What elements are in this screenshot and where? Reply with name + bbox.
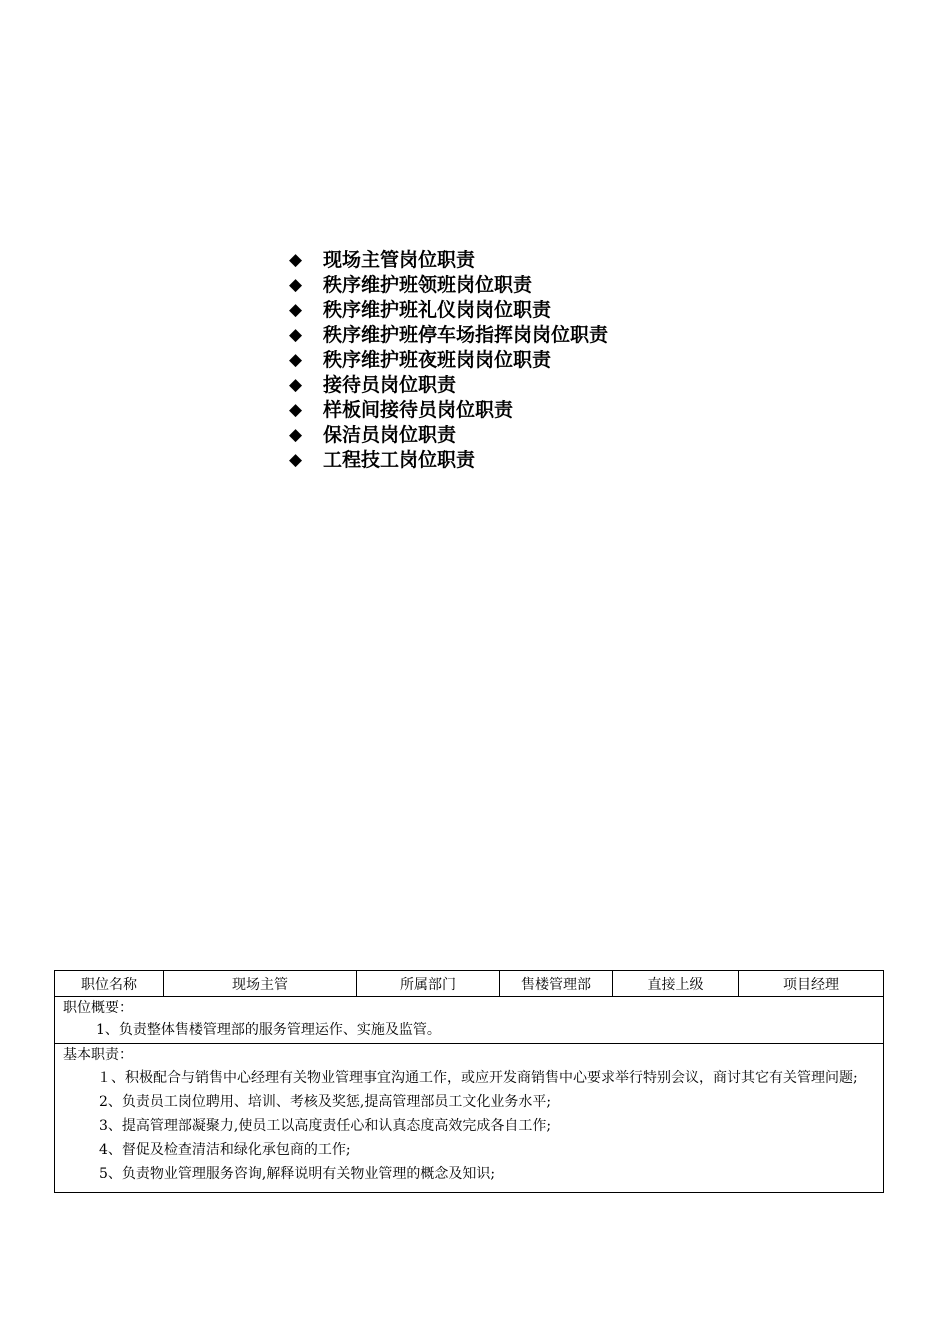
contents-item xyxy=(289,248,608,273)
duties-cell xyxy=(55,1044,884,1193)
header-row xyxy=(55,971,884,997)
diamond-bullet-icon: ◆ xyxy=(289,275,303,295)
contents-item-label: 秩序维护班停车场指挥岗岗位职责 xyxy=(323,324,609,346)
contents-item-label: 秩序维护班夜班岗岗位职责 xyxy=(323,349,552,371)
diamond-bullet-icon: ◆ xyxy=(289,250,303,270)
contents-item xyxy=(289,373,608,398)
contents-item xyxy=(289,448,608,473)
contents-item-label: 秩序维护班领班岗位职责 xyxy=(323,274,533,296)
diamond-bullet-icon: ◆ xyxy=(289,400,303,420)
contents-item-label: 接待员岗位职责 xyxy=(323,374,457,396)
duty-item: １、积极配合与销售中心经理有关物业管理事宜沟通工作，或应开发商销售中心要求举行特别会议，商讨其它有关管理问题; xyxy=(97,1070,858,1086)
job-description-table xyxy=(54,970,884,1193)
overview-text: 1、负责整体售楼管理部的服务管理运作、实施及监管。 xyxy=(96,1022,441,1038)
overview-row xyxy=(55,997,884,1044)
diamond-bullet-icon: ◆ xyxy=(289,325,303,345)
duty-item: 4、督促及检查清洁和绿化承包商的工作; xyxy=(99,1142,351,1158)
department-value: 售楼管理部 xyxy=(500,971,613,997)
superior-value: 项目经理 xyxy=(739,971,884,997)
contents-item xyxy=(289,298,608,323)
contents-list xyxy=(289,248,608,473)
contents-item xyxy=(289,323,608,348)
diamond-bullet-icon: ◆ xyxy=(289,375,303,395)
contents-item xyxy=(289,273,608,298)
contents-item xyxy=(289,398,608,423)
position-label: 职位名称 xyxy=(55,971,164,997)
diamond-bullet-icon: ◆ xyxy=(289,300,303,320)
contents-item-label: 现场主管岗位职责 xyxy=(323,249,476,271)
contents-item-label: 秩序维护班礼仪岗岗位职责 xyxy=(323,299,552,321)
diamond-bullet-icon: ◆ xyxy=(289,450,303,470)
contents-item-label: 工程技工岗位职责 xyxy=(323,449,476,471)
position-value: 现场主管 xyxy=(164,971,357,997)
contents-item-label: 样板间接待员岗位职责 xyxy=(323,399,514,421)
duty-item: 3、提高管理部凝聚力,使员工以高度责任心和认真态度高效完成各自工作; xyxy=(99,1118,552,1134)
duty-item: 2、负责员工岗位聘用、培训、考核及奖惩,提高管理部员工文化业务水平; xyxy=(99,1094,552,1110)
overview-cell xyxy=(55,997,884,1044)
duties-row xyxy=(55,1044,884,1193)
duties-list xyxy=(55,1066,883,1192)
duties-title: 基本职责： xyxy=(63,1047,133,1063)
contents-item xyxy=(289,423,608,448)
superior-label: 直接上级 xyxy=(613,971,739,997)
duty-item: 5、负责物业管理服务咨询,解释说明有关物业管理的概念及知识; xyxy=(99,1166,496,1182)
contents-item-label: 保洁员岗位职责 xyxy=(323,424,457,446)
diamond-bullet-icon: ◆ xyxy=(289,350,303,370)
overview-title: 职位概要： xyxy=(63,1000,133,1016)
department-label: 所属部门 xyxy=(357,971,500,997)
contents-item xyxy=(289,348,608,373)
diamond-bullet-icon: ◆ xyxy=(289,425,303,445)
